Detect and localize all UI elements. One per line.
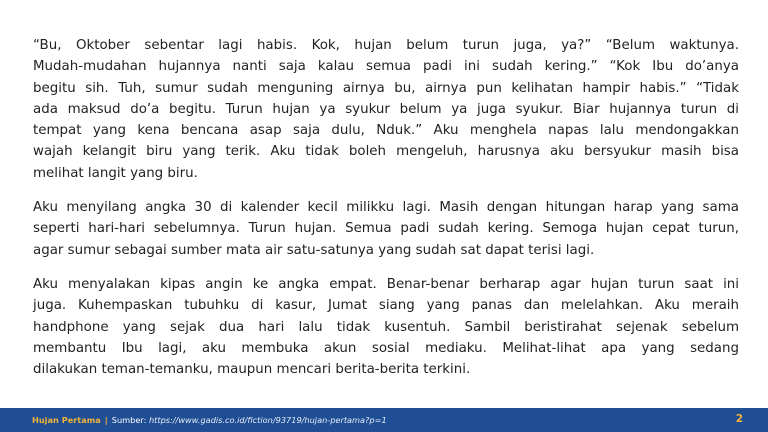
text-line: seperti hari-hari sebelumnya. Turun hujan. Semua padi sudah kering. Semoga hujan cepat turun,	[33, 221, 739, 237]
text-line: tempat yang kena bencana asap saja dulu, Nduk.” Aku menghela napas lalu mendongakkan	[33, 123, 739, 139]
text-line: membantu Ibu lagi, aku membuka akun sosial mediaku. Melihat-lihat apa yang sedang	[33, 340, 739, 356]
paragraph-1	[33, 35, 739, 184]
footer-bar	[0, 408, 768, 432]
text-line: Mudah-mudahan hujannya nanti saja kalau semua padi ini sudah kering.” “Kok Ibu do’anya	[33, 59, 739, 75]
text-line: ada maksud do’a begitu. Turun hujan ya syukur belum ya juga syukur. Biar hujannya turun di	[33, 101, 739, 117]
text-line: handphone yang sejak dua hari lalu tidak kusentuh. Sambil beristirahat sejenak sebelum	[33, 319, 739, 335]
text-line: melihat langit yang biru.	[33, 165, 198, 181]
page-number: 2	[735, 413, 743, 425]
footer-title: Hujan Pertama	[32, 415, 101, 425]
story-body	[33, 35, 739, 393]
footer-left	[32, 415, 387, 425]
text-line: dilakukan teman-temanku, maupun mencari berita-berita terkini.	[33, 362, 471, 378]
text-line: “Bu, Oktober sebentar lagi habis. Kok, hujan belum turun juga, ya?” “Belum waktunya.	[33, 38, 739, 53]
paragraph-2	[33, 197, 739, 261]
text-line: wajah kelangit biru yang terik. Aku tidak boleh mengeluh, harusnya aku bersyukur masih bisa	[33, 144, 739, 160]
text-line: juga. Kuhempaskan tubuhku di kasur, Jumat siang yang panas dan melelahkan. Aku meraih	[33, 298, 739, 314]
text-line: Aku menyilang angka 30 di kalender kecil milikku lagi. Masih dengan hitungan harap yang sama	[33, 200, 739, 216]
text-line: begitu sih. Tuh, sumur sudah menguning airnya bu, airnya pun kelihatan hampir habis.” “Tidak	[33, 80, 739, 96]
footer-separator: |	[104, 415, 108, 425]
source-label: Sumber:	[111, 415, 147, 425]
paragraph-3	[33, 274, 739, 380]
text-line: Aku menyalakan kipas angin ke angka empat. Benar-benar berharap agar hujan turun saat ini	[33, 276, 739, 292]
source-link[interactable]: https://www.gadis.co.id/fiction/93719/hujan-pertama?p=1	[148, 415, 387, 425]
text-line: agar sumur sebagai sumber mata air satu-satunya yang sudah sat dapat terisi lagi.	[33, 242, 595, 258]
